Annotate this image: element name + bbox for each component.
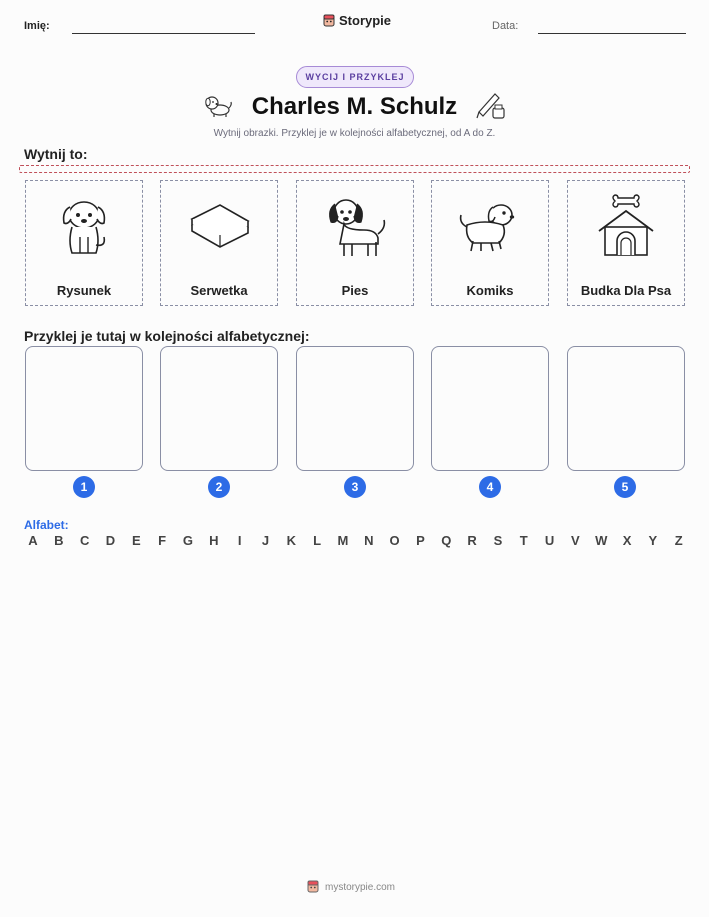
alphabet-label: Alfabet: xyxy=(24,518,69,532)
cut-card-budka-dla-psa[interactable] xyxy=(567,180,685,306)
alphabet-letter: N xyxy=(364,533,374,548)
activity-tag: WYCIJ I PRZYKLEJ xyxy=(296,66,414,88)
alphabet-letter: S xyxy=(493,533,503,548)
cut-card-komiks[interactable] xyxy=(431,180,549,306)
slot-number-badge: 2 xyxy=(208,476,230,498)
alphabet-letter: B xyxy=(54,533,64,548)
folded-napkin-icon xyxy=(186,199,252,253)
slot-number-badge: 5 xyxy=(614,476,636,498)
alphabet-letter: M xyxy=(337,533,349,548)
alphabet-letter: H xyxy=(209,533,219,548)
alphabet-letter: X xyxy=(622,533,632,548)
storypie-mascot-icon xyxy=(306,880,320,894)
alphabet-letter: W xyxy=(595,533,608,548)
alphabet-letter: Z xyxy=(674,533,683,548)
alphabet-letter: J xyxy=(261,533,270,548)
paste-slot-3[interactable] xyxy=(296,346,414,471)
alphabet-letter: O xyxy=(389,533,400,548)
name-label: Imię: xyxy=(24,20,50,32)
cut-section-label: Wytnij to: xyxy=(24,146,88,162)
alphabet-letter: E xyxy=(131,533,141,548)
walking-puppy-icon xyxy=(457,197,523,255)
slot-number-badge: 4 xyxy=(479,476,501,498)
alphabet-letter: Y xyxy=(648,533,658,548)
cut-card-serwetka[interactable] xyxy=(160,180,278,306)
alphabet-letter: C xyxy=(79,533,90,548)
alphabet-letter: L xyxy=(313,533,322,548)
paste-slot-4[interactable] xyxy=(431,346,549,471)
alphabet-letter: F xyxy=(158,533,167,548)
alphabet-letter: R xyxy=(467,533,477,548)
alphabet-letter: K xyxy=(286,533,296,548)
alphabet-letter: G xyxy=(182,533,194,548)
date-label: Data: xyxy=(492,20,519,32)
alphabet-row xyxy=(26,533,686,548)
paste-slot-5[interactable] xyxy=(567,346,685,471)
footer-site-link[interactable]: mystorypie.com xyxy=(325,881,396,893)
card-label: Budka Dla Psa xyxy=(580,283,672,298)
brand-name: Storypie xyxy=(339,13,392,28)
alphabet-letter: I xyxy=(237,533,242,548)
alphabet-letter: T xyxy=(519,533,528,548)
pen-and-ink-icon xyxy=(475,90,507,120)
instructions: Wytnij obrazki. Przyklej je w kolejności alfabetycznej, od A do Z. xyxy=(213,128,496,139)
alphabet-letter: Q xyxy=(441,533,452,548)
cut-card-pies[interactable] xyxy=(296,180,414,306)
alphabet-letter: U xyxy=(544,533,555,548)
slot-number-badge: 1 xyxy=(73,476,95,498)
alphabet-letter: P xyxy=(416,533,425,548)
paste-section-label: Przyklej je tutaj w kolejności alfabetycznej: xyxy=(24,328,310,344)
alphabet-letter: D xyxy=(105,533,116,548)
name-line[interactable] xyxy=(72,33,255,34)
paste-slot-2[interactable] xyxy=(160,346,278,471)
card-label: Komiks xyxy=(466,283,514,298)
card-label: Rysunek xyxy=(56,283,112,298)
alphabet-letter: V xyxy=(571,533,580,548)
slot-number-badge: 3 xyxy=(344,476,366,498)
cut-line xyxy=(19,165,690,173)
footer xyxy=(306,880,395,894)
brand-logo xyxy=(322,13,391,28)
card-label: Serwetka xyxy=(190,283,248,298)
beagle-dog-icon xyxy=(322,192,388,260)
alphabet-letter: A xyxy=(28,533,38,548)
sitting-puppy-icon xyxy=(52,193,116,259)
storypie-mascot-icon xyxy=(322,14,336,28)
date-line[interactable] xyxy=(538,33,686,34)
card-label: Pies xyxy=(341,283,369,298)
paste-slot-1[interactable] xyxy=(25,346,143,471)
doghouse-icon xyxy=(595,193,657,259)
page-title: Charles M. Schulz xyxy=(251,93,458,120)
cut-card-rysunek[interactable] xyxy=(25,180,143,306)
